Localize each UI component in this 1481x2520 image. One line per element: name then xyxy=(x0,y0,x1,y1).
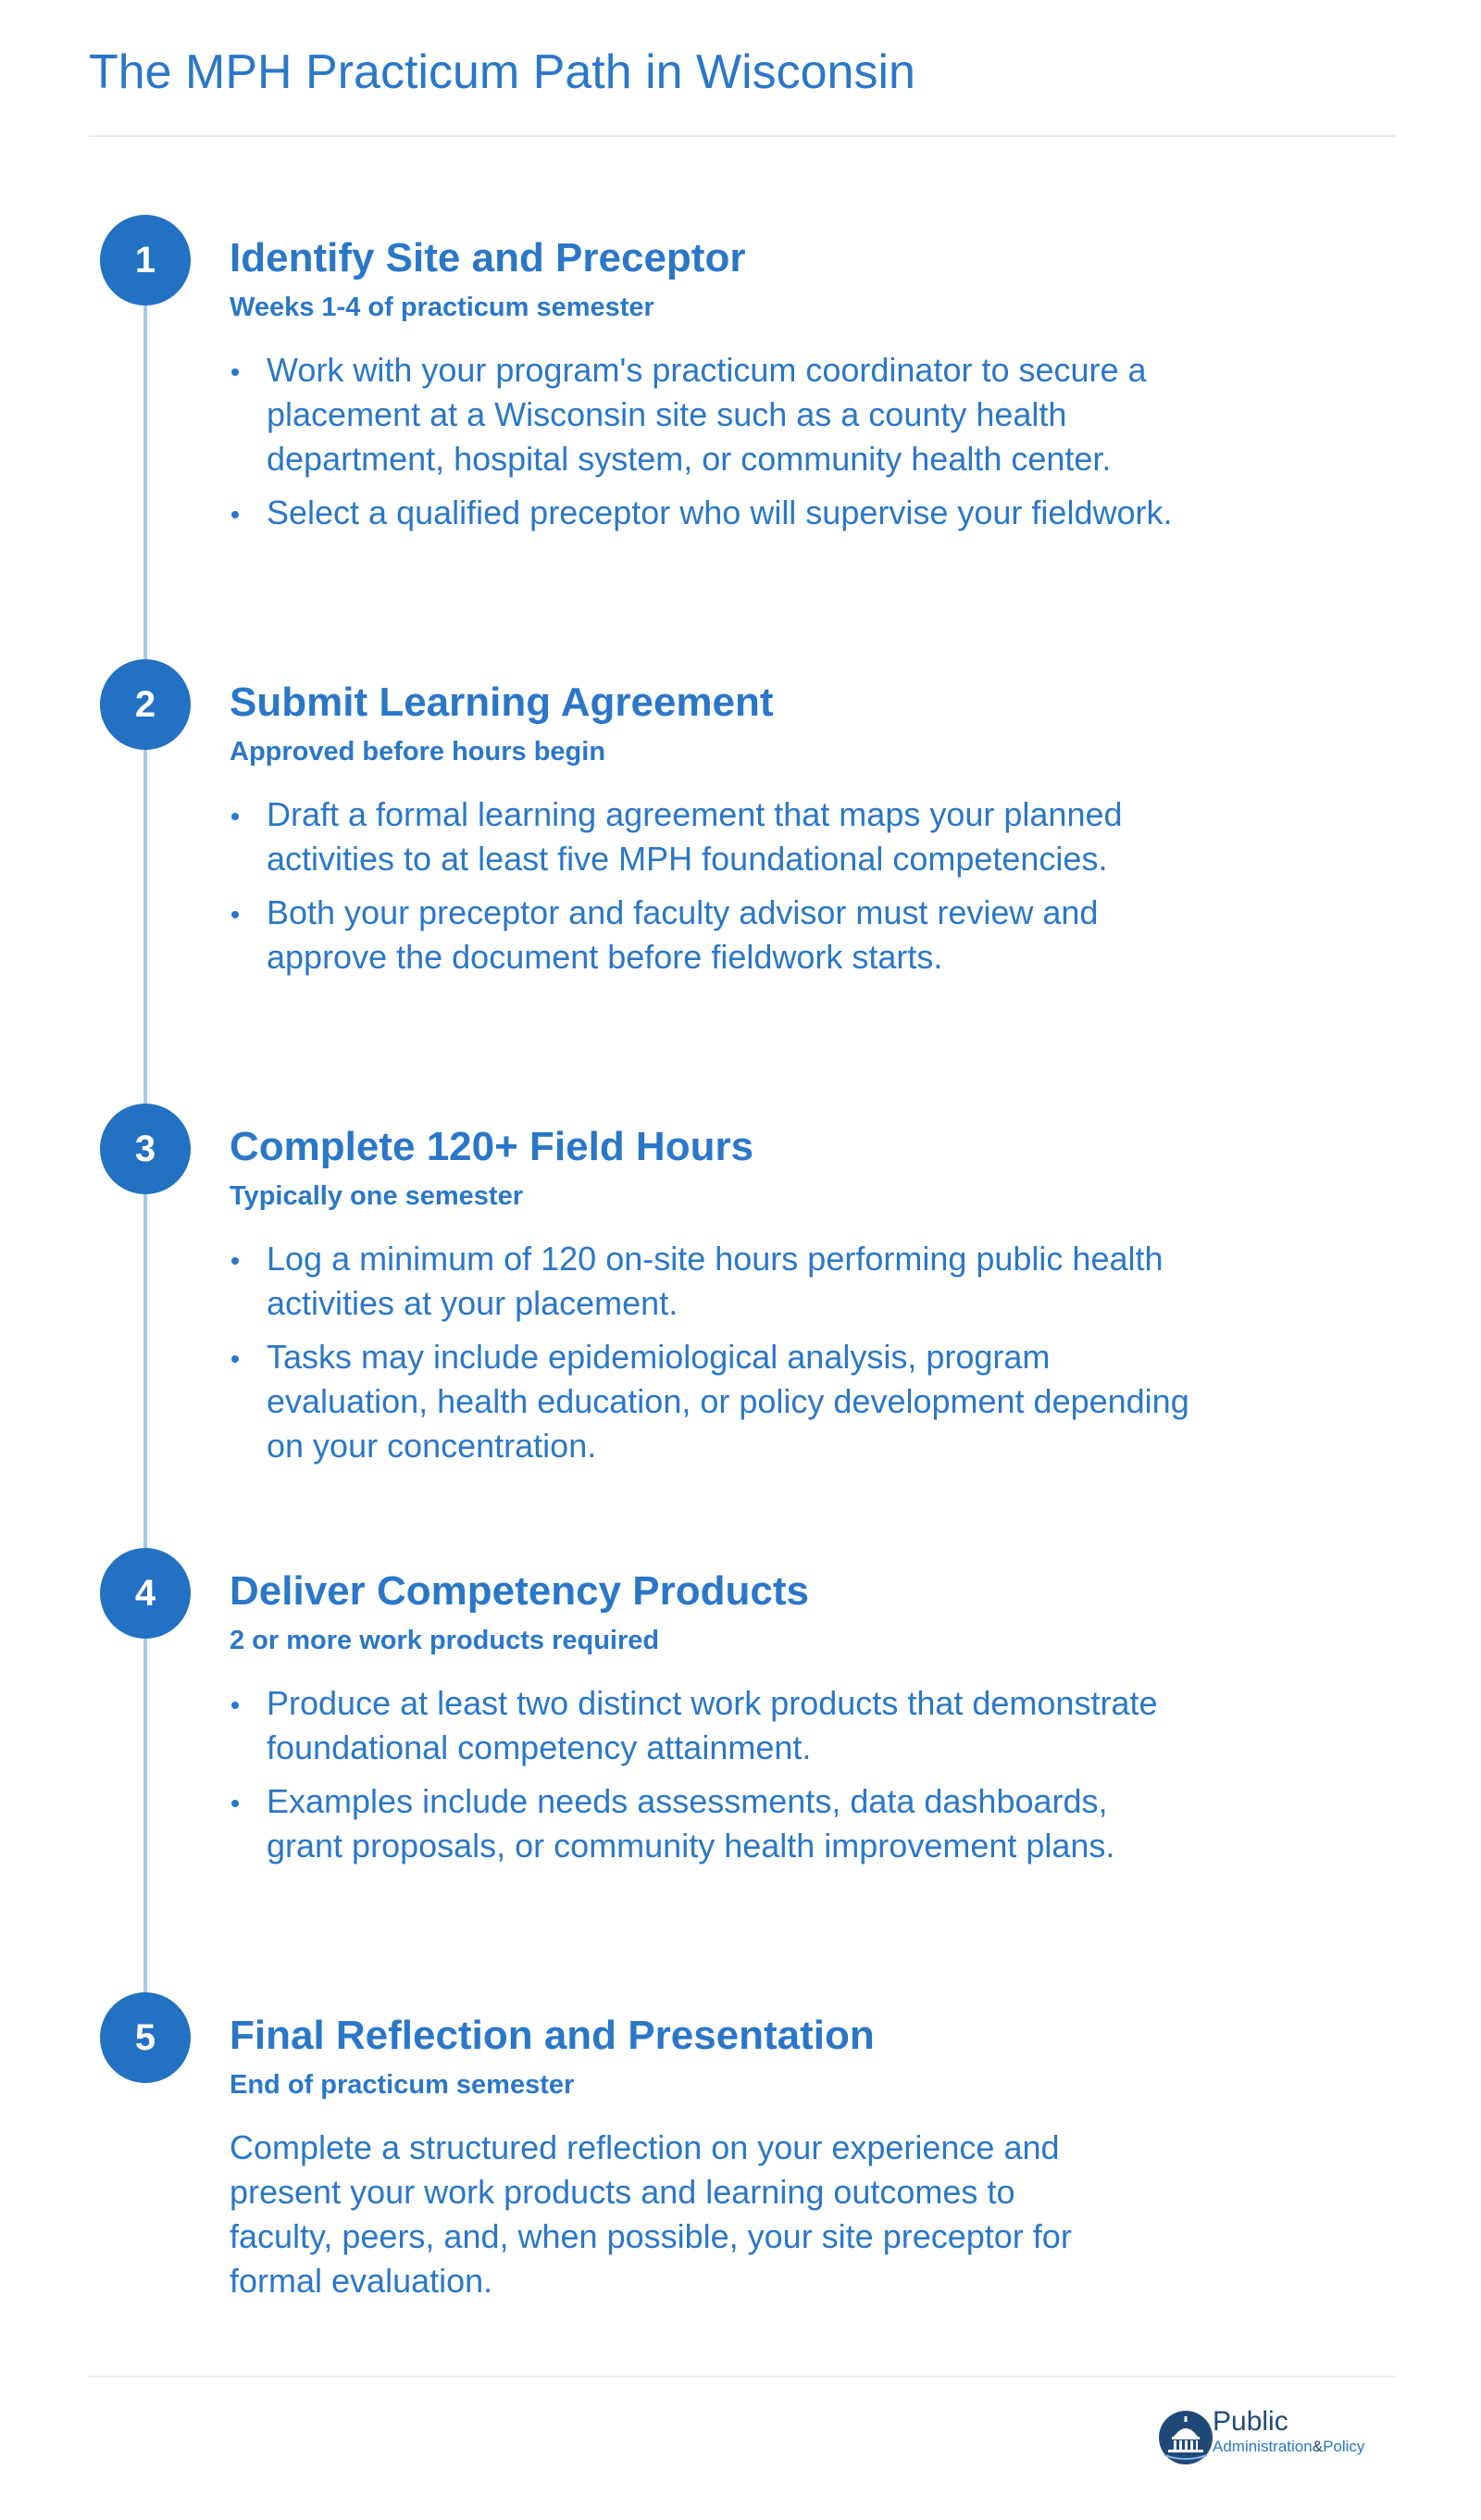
step-2-bullet-2: Both your preceptor and faculty advisor must review and approve the document before fieldwork starts. xyxy=(230,891,1192,979)
step-5-subtitle: End of practicum semester xyxy=(230,2070,575,2100)
step-2-bullets xyxy=(230,792,1192,979)
step-1-bullet-1: Work with your program's practicum coordinator to secure a placement at a Wisconsin site such as a county health department, hospital system, or community health center. xyxy=(230,348,1192,481)
step-4-bullets xyxy=(230,1681,1192,1868)
step-2 xyxy=(230,676,1192,989)
logo-ampersand: & xyxy=(1312,2438,1324,2455)
logo-word-public: Public xyxy=(1213,2406,1288,2437)
step-4-number-badge: 4 xyxy=(100,1548,191,1639)
step-1-subtitle: Weeks 1-4 of practicum semester xyxy=(230,293,654,322)
step-1-title: Identify Site and Preceptor xyxy=(230,235,746,281)
step-2-number-badge: 2 xyxy=(100,659,191,750)
logo-word-policy: Policy xyxy=(1323,2438,1365,2455)
step-3-number-badge: 3 xyxy=(100,1104,191,1194)
step-1 xyxy=(230,231,1192,544)
step-2-subtitle: Approved before hours begin xyxy=(230,737,606,767)
step-4-title: Deliver Competency Products xyxy=(230,1568,809,1614)
step-2-bullet-1: Draft a formal learning agreement that maps your planned activities to at least five MPH foundational competencies. xyxy=(230,792,1192,881)
step-3 xyxy=(230,1120,1192,1478)
step-1-bullets xyxy=(230,348,1192,535)
step-4-subtitle: 2 or more work products required xyxy=(230,1626,660,1655)
top-divider xyxy=(89,135,1396,137)
step-3-bullet-1: Log a minimum of 120 on-site hours performing public health activities at your placement. xyxy=(230,1237,1192,1326)
public-administration-policy-logo xyxy=(1157,2405,1398,2470)
step-5-paragraph: Complete a structured reflection on your experience and present your work products and learning outcomes to faculty, peers, and, when possible, your site preceptor for formal evaluation. xyxy=(230,2128,1072,2300)
step-3-bullets xyxy=(230,1237,1192,1468)
step-1-bullet-2: Select a qualified preceptor who will supervise your fieldwork. xyxy=(230,491,1192,535)
step-4 xyxy=(230,1565,1192,1878)
step-3-bullet-2: Tasks may include epidemiological analysis, program evaluation, health education, or policy development depending on your concentration. xyxy=(230,1335,1192,1468)
step-5 xyxy=(230,2009,1192,2303)
page-title: The MPH Practicum Path in Wisconsin xyxy=(89,45,915,99)
bottom-divider xyxy=(89,2376,1396,2377)
step-5-title: Final Reflection and Presentation xyxy=(230,2013,875,2058)
logo-word-administration: Administration xyxy=(1213,2438,1313,2455)
capitol-dome-icon xyxy=(1157,2409,1214,2466)
step-1-number-badge: 1 xyxy=(100,215,191,306)
logo-subtitle xyxy=(1213,2437,1364,2457)
step-3-title: Complete 120+ Field Hours xyxy=(230,1124,754,1169)
step-2-title: Submit Learning Agreement xyxy=(230,680,774,725)
step-4-bullet-2: Examples include needs assessments, data dashboards, grant proposals, or community health improvement plans. xyxy=(230,1779,1192,1868)
step-3-subtitle: Typically one semester xyxy=(230,1181,524,1211)
step-5-number-badge: 5 xyxy=(100,1992,191,2083)
step-4-bullet-1: Produce at least two distinct work products that demonstrate foundational competency attainment. xyxy=(230,1681,1192,1770)
